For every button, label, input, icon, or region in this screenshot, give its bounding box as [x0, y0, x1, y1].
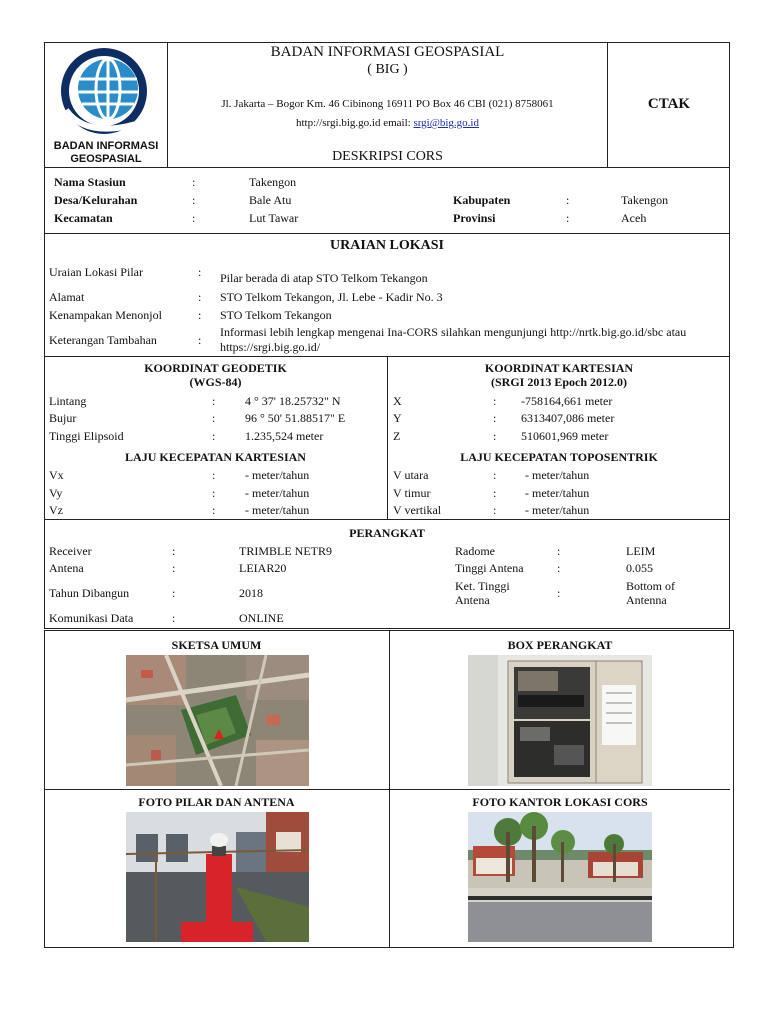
- colon: :: [198, 308, 202, 322]
- radome-label: Radome: [455, 544, 495, 558]
- desa-value: Bale Atu: [249, 193, 292, 207]
- logo-text: BADAN INFORMASI GEOSPASIAL: [53, 140, 159, 165]
- z-label: Z: [393, 429, 401, 443]
- pilar-value: Pilar berada di atap STO Telkom Tekangon: [220, 271, 428, 285]
- radome-value: LEIM: [626, 544, 656, 558]
- box-perangkat-image: [468, 655, 652, 786]
- bujur-label: Bujur: [49, 411, 77, 425]
- pilar-title: FOTO PILAR DAN ANTENA: [138, 795, 295, 809]
- antena-label: Antena: [49, 561, 84, 575]
- pilar-label: Uraian Lokasi Pilar: [49, 265, 143, 279]
- colon: :: [557, 544, 561, 558]
- vx-label: Vx: [49, 468, 64, 482]
- vx-value: - meter/tahun: [245, 468, 310, 482]
- vy-value: - meter/tahun: [245, 486, 310, 500]
- v-vertikal-label: V vertikal: [393, 503, 442, 517]
- ket-tinggi-value: Bottom of Antenna: [626, 579, 676, 607]
- kecamatan-value: Lut Tawar: [249, 211, 299, 225]
- kantor-title: FOTO KANTOR LOKASI CORS: [472, 795, 648, 809]
- menonjol-label: Kenampakan Menonjol: [49, 308, 162, 322]
- pilar-antena-image: [126, 812, 309, 942]
- tambahan-value-2: https://srgi.big.go.id/: [220, 340, 321, 354]
- kantor-lokasi-image: [468, 812, 652, 942]
- box-title: BOX PERANGKAT: [507, 638, 613, 652]
- laju-toposentrik-title: LAJU KECEPATAN TOPOSENTRIK: [460, 450, 658, 464]
- email-link[interactable]: srgi@big.go.id: [413, 117, 479, 129]
- v-utara-value: - meter/tahun: [525, 468, 590, 482]
- colon: :: [198, 265, 202, 279]
- v-vertikal-value: - meter/tahun: [525, 503, 590, 517]
- tambahan-label: Keterangan Tambahan: [49, 333, 157, 347]
- y-value: 6313407,086 meter: [521, 411, 615, 425]
- uraian-title: URAIAN LOKASI: [330, 238, 444, 253]
- komunikasi-label: Komunikasi Data: [49, 611, 134, 625]
- nama-value: Takengon: [249, 175, 297, 189]
- colon: :: [212, 394, 216, 408]
- desa-label: Desa/Kelurahan: [54, 193, 138, 207]
- colon: :: [192, 211, 196, 225]
- doc-title: DESKRIPSI CORS: [332, 149, 443, 164]
- tahun-label: Tahun Dibangun: [49, 586, 130, 600]
- sketsa-title: SKETSA UMUM: [171, 638, 262, 652]
- web-label: http://srgi.big.go.id email:: [296, 117, 411, 129]
- address: Jl. Jakarta – Bogor Km. 46 Cibinong 16911 PO Box 46 CBI (021) 8758061: [221, 98, 554, 110]
- x-value: -758164,661 meter: [521, 394, 613, 408]
- lintang-value: 4 ° 37' 18.25732" N: [245, 394, 341, 408]
- colon: :: [493, 394, 497, 408]
- colon: :: [198, 333, 202, 347]
- laju-kartesian-title: LAJU KECEPATAN KARTESIAN: [125, 450, 306, 464]
- v-timur-value: - meter/tahun: [525, 486, 590, 500]
- colon: :: [212, 429, 216, 443]
- colon: :: [493, 468, 497, 482]
- colon: :: [198, 290, 202, 304]
- colon: :: [172, 561, 176, 575]
- colon: :: [172, 611, 176, 625]
- z-value: 510601,969 meter: [521, 429, 609, 443]
- colon: :: [566, 211, 570, 225]
- colon: :: [566, 193, 570, 207]
- tinggi-antena-label: Tinggi Antena: [455, 561, 524, 575]
- kabupaten-label: Kabupaten: [453, 193, 511, 207]
- colon: :: [192, 193, 196, 207]
- kartesian-title: KOORDINAT KARTESIAN (SRGI 2013 Epoch 2012.0): [484, 361, 634, 389]
- colon: :: [212, 486, 216, 500]
- contact-line: [168, 117, 607, 130]
- colon: :: [557, 561, 561, 575]
- colon: :: [557, 586, 561, 600]
- x-label: X: [393, 394, 402, 408]
- colon: :: [493, 503, 497, 517]
- provinsi-label: Provinsi: [453, 211, 496, 225]
- colon: :: [493, 411, 497, 425]
- geodetik-title: KOORDINAT GEODETIK (WGS-84): [144, 361, 287, 389]
- org-abbr: ( BIG ): [367, 62, 408, 77]
- vy-label: Vy: [49, 486, 63, 500]
- perangkat-title: PERANGKAT: [349, 526, 425, 540]
- komunikasi-value: ONLINE: [239, 611, 284, 625]
- lintang-label: Lintang: [49, 394, 87, 408]
- tambahan-value-1: Informasi lebih lengkap mengenai Ina-CORS silahkan mengunjungi http://nrtk.big.go.id/sbc atau: [220, 325, 687, 339]
- colon: :: [212, 411, 216, 425]
- station-code: CTAK: [647, 96, 691, 112]
- tinggi-elipsoid-value: 1.235,524 meter: [245, 429, 324, 443]
- colon: :: [172, 586, 176, 600]
- big-logo: [56, 46, 156, 138]
- globe-icon: [56, 46, 156, 138]
- receiver-label: Receiver: [49, 544, 92, 558]
- colon: :: [172, 544, 176, 558]
- colon: :: [212, 468, 216, 482]
- alamat-label: Alamat: [49, 290, 85, 304]
- y-label: Y: [393, 411, 402, 425]
- sketsa-map-image: [126, 655, 309, 786]
- tinggi-elipsoid-label: Tinggi Elipsoid: [49, 429, 124, 443]
- ket-tinggi-label: Ket. Tinggi Antena: [455, 579, 510, 607]
- menonjol-value: STO Telkom Tekangon: [220, 308, 332, 322]
- colon: :: [212, 503, 216, 517]
- provinsi-value: Aceh: [621, 211, 647, 225]
- tahun-value: 2018: [239, 586, 263, 600]
- nama-label: Nama Stasiun: [54, 175, 126, 189]
- colon: :: [493, 486, 497, 500]
- org-name: BADAN INFORMASI GEOSPASIAL: [270, 44, 505, 60]
- antena-value: LEIAR20: [239, 561, 287, 575]
- kecamatan-label: Kecamatan: [54, 211, 113, 225]
- kabupaten-value: Takengon: [621, 193, 669, 207]
- alamat-value: STO Telkom Tekangon, Jl. Lebe - Kadir No. 3: [220, 290, 443, 304]
- v-timur-label: V timur: [393, 486, 431, 500]
- vz-label: Vz: [49, 503, 63, 517]
- vz-value: - meter/tahun: [245, 503, 310, 517]
- receiver-value: TRIMBLE NETR9: [239, 544, 332, 558]
- colon: :: [192, 175, 196, 189]
- v-utara-label: V utara: [393, 468, 429, 482]
- bujur-value: 96 ° 50' 51.88517" E: [245, 411, 346, 425]
- tinggi-antena-value: 0.055: [626, 561, 653, 575]
- photo-divider-h: [44, 789, 730, 790]
- colon: :: [493, 429, 497, 443]
